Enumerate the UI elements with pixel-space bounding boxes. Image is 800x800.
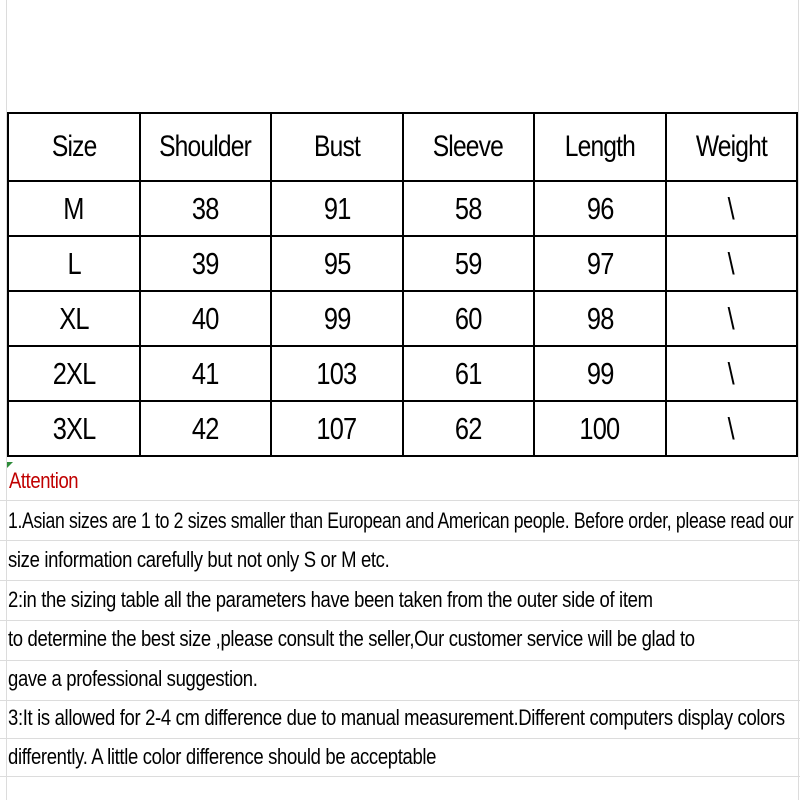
size-table: [7, 112, 798, 457]
table-cell: 38: [140, 181, 272, 236]
table-cell: 99: [271, 291, 403, 346]
gridline: [0, 660, 800, 661]
table-row: [8, 291, 797, 346]
table-cell: 40: [140, 291, 272, 346]
table-cell: 41: [140, 346, 272, 401]
table-cell: L: [8, 236, 140, 291]
table-cell: \: [666, 291, 798, 346]
gridline: [0, 700, 800, 701]
table-cell: 59: [403, 236, 535, 291]
table-cell: 103: [271, 346, 403, 401]
gridline: [0, 540, 800, 541]
table-cell: XL: [8, 291, 140, 346]
table-cell: 100: [534, 401, 666, 456]
note-line: 1.Asian sizes are 1 to 2 sizes smaller than European and American people. Before order, please read our: [8, 508, 794, 533]
header-cell: Sleeve: [403, 113, 535, 181]
table-cell: 3XL: [8, 401, 140, 456]
table-cell: 95: [271, 236, 403, 291]
table-cell: 97: [534, 236, 666, 291]
gridline: [0, 620, 800, 621]
table-cell: M: [8, 181, 140, 236]
note-line: gave a professional suggestion.: [8, 666, 258, 691]
table-cell: 58: [403, 181, 535, 236]
header-cell: Weight: [666, 113, 798, 181]
table-cell: 61: [403, 346, 535, 401]
table-row: [8, 401, 797, 456]
gridline: [0, 738, 800, 739]
table-row: [8, 346, 797, 401]
note-line: 2:in the sizing table all the parameters have been taken from the outer side of item: [8, 587, 653, 612]
header-cell: Bust: [271, 113, 403, 181]
note-line: to determine the best size ,please consult the seller,Our customer service will be glad to: [8, 626, 695, 651]
header-cell: Shoulder: [140, 113, 272, 181]
note-line: 3:It is allowed for 2-4 cm difference due to manual measurement.Different computers display colors: [8, 705, 785, 730]
table-header-row: [8, 113, 797, 181]
table-row: [8, 181, 797, 236]
table-row: [8, 236, 797, 291]
table-cell: 42: [140, 401, 272, 456]
gridline: [0, 500, 800, 501]
note-line: size information carefully but not only S or M etc.: [8, 547, 390, 572]
gridline: [0, 580, 800, 581]
table-cell: 62: [403, 401, 535, 456]
table-cell: 99: [534, 346, 666, 401]
table-cell: 2XL: [8, 346, 140, 401]
header-cell: Size: [8, 113, 140, 181]
table-cell: \: [666, 401, 798, 456]
table-cell: \: [666, 236, 798, 291]
table-cell: \: [666, 181, 798, 236]
table-cell: 107: [271, 401, 403, 456]
table-cell: 91: [271, 181, 403, 236]
table-cell: \: [666, 346, 798, 401]
gridline: [798, 0, 799, 800]
gridline: [0, 776, 800, 777]
table-cell: 39: [140, 236, 272, 291]
table-cell: 60: [403, 291, 535, 346]
table-cell: 96: [534, 181, 666, 236]
attention-title: Attention: [9, 468, 79, 493]
table-cell: 98: [534, 291, 666, 346]
note-line: differently. A little color difference should be acceptable: [8, 744, 437, 769]
header-cell: Length: [534, 113, 666, 181]
